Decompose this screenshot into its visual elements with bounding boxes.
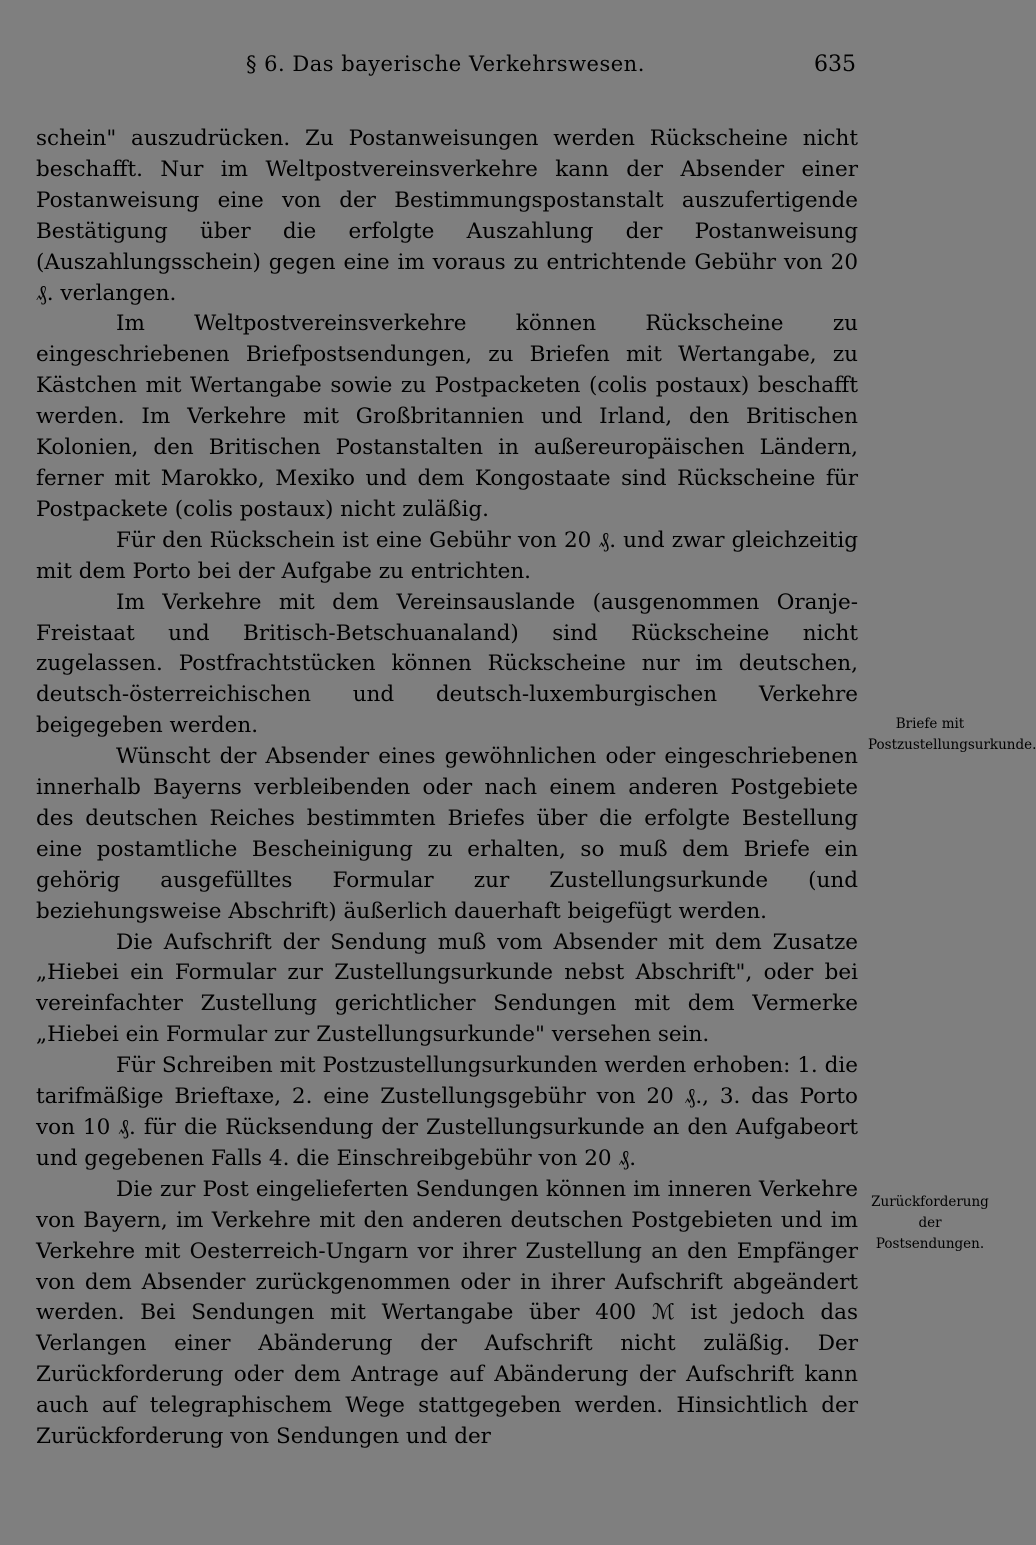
paragraph: Im Verkehre mit dem Vereinsauslande (ausgenommen Oranje-Freistaat und Britisch-Betschuanaland) sind Rückscheine nicht zugelassen. Postfrachtstücken können Rückscheine nur im deutschen, deutsch-österreichischen und deutsch-luxemburgischen Verkehre beigegeben werden.	[36, 589, 858, 739]
header-title: § 6. Das bayerische Verkehrswesen.	[246, 52, 645, 76]
paragraph: Für den Rückschein ist eine Gebühr von 20 ₰. und zwar gleichzeitig mit dem Porto bei der Aufgabe zu entrichten.	[36, 527, 858, 584]
running-header	[36, 52, 856, 92]
paragraph: Die Aufschrift der Sendung muß vom Absender mit dem Zusatze „Hiebei ein Formular zur Zustellungsurkunde nebst Abschrift", oder bei vereinfachter Zustellung gerichtlicher Sendungen mit dem Vermerke „Hiebei ein Formular zur Zustellungsurkunde" versehen sein.	[36, 929, 858, 1048]
margin-note: Briefe mit Postzustellungsurkunde.	[868, 716, 1036, 753]
paragraph: Im Weltpostvereinsverkehre können Rückscheine zu eingeschriebenen Briefpostsendungen, zu Briefen mit Wertangabe, zu Kästchen mit Wertangabe sowie zu Postpacketen (colis postaux) beschafft werden. Im Verkehre mit Großbritannien und Irland, den Britischen Kolonien, den Britischen Postanstalten in außereuropäischen Ländern, ferner mit Marokko, Mexiko und dem Kongostaate sind Rückscheine für Postpackete (colis postaux) nicht zuläßig.	[36, 311, 858, 522]
page-number: 635	[814, 52, 856, 77]
paragraph: Wünscht der Absender eines gewöhnlichen oder eingeschriebenen innerhalb Bayerns verbleibenden oder nach einem anderen Postgebiete des deutschen Reiches bestimmten Briefes über die erfolgte Bestellung eine postamtliche Bescheinigung zu erhalten, so muß dem Briefe ein gehörig ausgefülltes Formular zur Zustellungsurkunde (und beziehungsweise Abschrift) äußerlich dauerhaft beigefügt werden.	[36, 744, 858, 924]
paragraph: schein" auszudrücken. Zu Postanweisungen werden Rückscheine nicht beschafft. Nur im Weltpostvereinsverkehre kann der Absender einer Postanweisung eine von der Bestimmungspostanstalt auszufertigende Bestätigung über die erfolgte Auszahlung der Postanweisung (Auszahlungsschein) gegen eine im voraus zu entrichtende Gebühr von 20 ₰. verlangen.	[36, 126, 858, 306]
paragraph: Die zur Post eingelieferten Sendungen können im inneren Verkehre von Bayern, im Verkehre mit den anderen deutschen Postgebieten und im Verkehre mit Oesterreich-Ungarn vor ihrer Zustellung an den Empfänger von dem Absender zurückgenommen oder in ihrer Aufschrift abgeändert werden. Bei Sendungen mit Wertangabe über 400 ℳ ist jedoch das Verlangen einer Abänderung der Aufschrift nicht zuläßig. Der Zurückforderung oder dem Antrage auf Abänderung der Aufschrift kann auch auf telegraphischem Wege stattgegeben werden. Hinsichtlich der Zurückforderung von Sendungen und der	[36, 1176, 858, 1450]
paragraph: Für Schreiben mit Postzustellungsurkunden werden erhoben: 1. die tarifmäßige Brieftaxe, 2. eine Zustellungsgebühr von 20 ₰., 3. das Porto von 10 ₰. für die Rücksendung der Zustellungsurkunde an den Aufgabeort und gegebenen Falls 4. die Einschreibgebühr von 20 ₰.	[36, 1053, 858, 1171]
margin-note: Zurückforderung der Postsendungen.	[871, 1194, 989, 1252]
body-text	[36, 124, 858, 1453]
